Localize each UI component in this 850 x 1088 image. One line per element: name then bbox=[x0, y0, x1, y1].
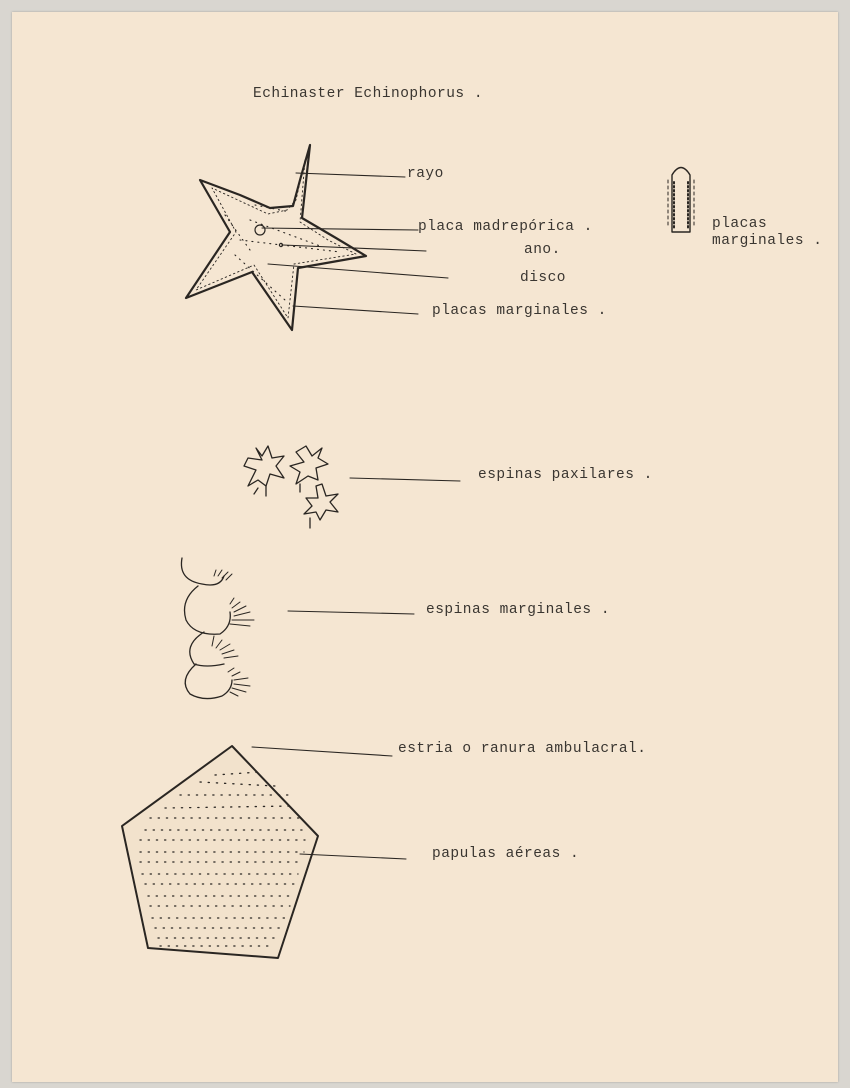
paxillar-spines-drawing bbox=[244, 446, 338, 528]
paxillar-leader-line bbox=[350, 478, 460, 481]
starfish-leader-lines bbox=[262, 173, 448, 314]
label-placas-side-line2: marginales . bbox=[712, 233, 823, 249]
label-espinas-marginales: espinas marginales . bbox=[426, 602, 611, 618]
marginal-spines-leader-line bbox=[288, 611, 414, 614]
ambulacral-pentagon-drawing bbox=[122, 746, 318, 958]
label-disco: disco bbox=[520, 270, 567, 286]
label-papulas-aereas: papulas aéreas . bbox=[432, 846, 580, 862]
starfish-marginal-dots bbox=[196, 160, 356, 318]
label-ano: ano. bbox=[524, 242, 561, 258]
starfish-disc-stipple bbox=[225, 205, 340, 300]
label-placas-marginales: placas marginales . bbox=[432, 303, 607, 319]
madreporite-plate bbox=[255, 225, 265, 235]
label-estria-ambulacral: estria o ranura ambulacral. bbox=[398, 741, 647, 757]
marginal-spines-drawing bbox=[181, 558, 254, 699]
marginal-plate-drawing bbox=[668, 168, 694, 233]
label-rayo: rayo bbox=[407, 166, 444, 182]
starfish-outline bbox=[186, 145, 366, 330]
label-placa-madreporica: placa madrepórica . bbox=[418, 219, 593, 235]
page-title: Echinaster Echinophorus . bbox=[253, 86, 484, 102]
label-placas-side-line1: placas bbox=[712, 216, 768, 232]
starfish-drawing bbox=[186, 145, 366, 330]
label-espinas-paxilares: espinas paxilares . bbox=[478, 467, 653, 483]
